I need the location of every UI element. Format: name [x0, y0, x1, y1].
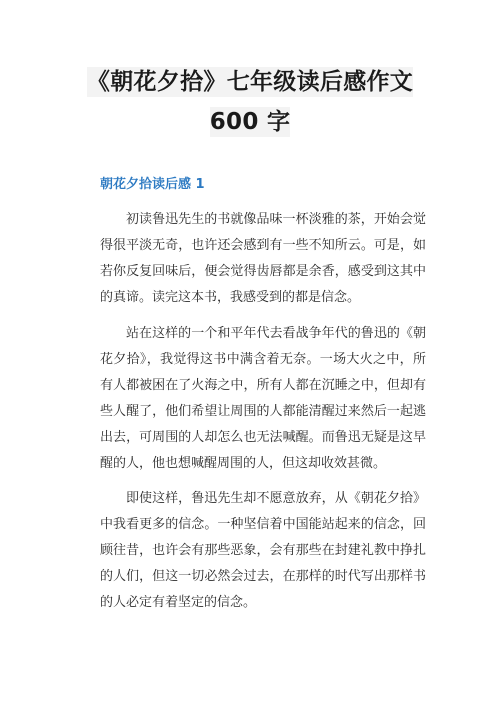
- document-title: [70, 62, 430, 142]
- section-heading: 朝花夕拾读后感 1: [100, 177, 205, 192]
- paragraph-1: 初读鲁迅先生的书就像品味一杯淡雅的茶，开始会觉得很平淡无奇，也许还会感到有一些不知所云。可是，如若你反复回味后，便会觉得齿唇都是余香，感受到这其中的真谛。读完这本书，我感受到的都是信念。: [100, 212, 426, 305]
- paragraph-2: 站在这样的一个和平年代去看战争年代的鲁迅的《朝花夕拾》，我觉得这书中满含着无奈。一场大火之中，所有人都被困在了火海之中，所有人都在沉睡之中，但却有些人醒了，他们希望让周围的人都能清醒过来然后一起逃出去，可周围的人却怎么也无法喊醒。而鲁迅无疑是这早醒的人，他也想喊醒周围的人，但这却收效甚微。: [100, 326, 426, 471]
- document-title-text: 《朝花夕拾》七年级读后感作文 600 字: [86, 69, 414, 135]
- paragraph-3: 即使这样，鲁迅先生却不愿意放弃，从《朝花夕拾》中我看更多的信念。一种坚信着中国能站起来的信念，回顾往昔，也许会有那些恶象，会有那些在封建礼教中挣扎的人们，但这一切必然会过去，在那样的时代写出那样书的人必定有着坚定的信念。: [100, 491, 426, 610]
